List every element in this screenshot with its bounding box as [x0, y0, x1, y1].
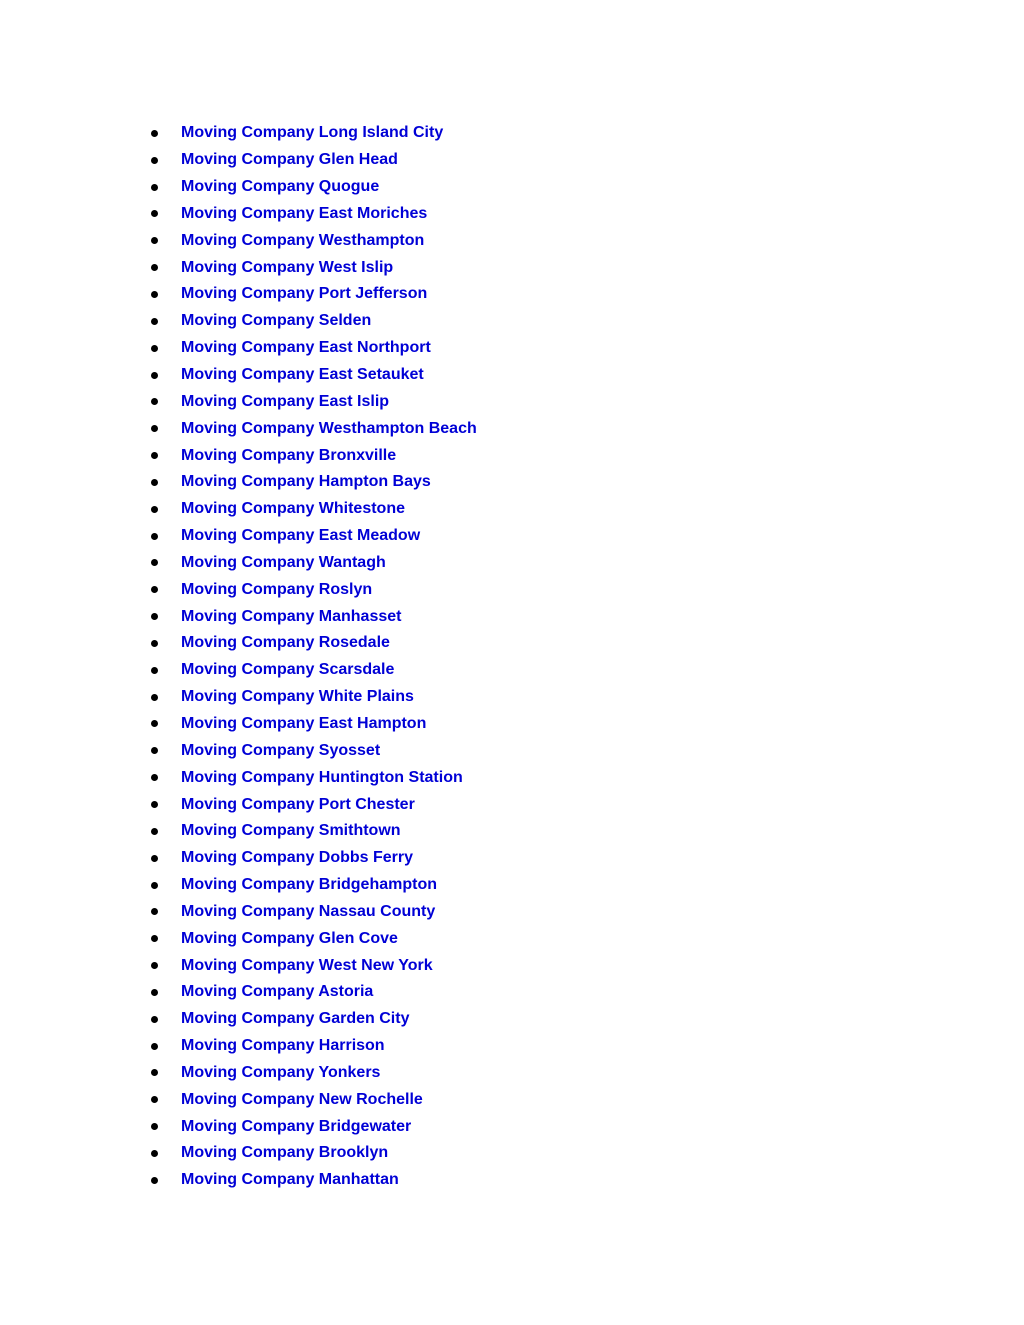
moving-company-link[interactable]: Moving Company New Rochelle [181, 1090, 423, 1108]
list-item [150, 415, 477, 442]
bullet-icon [151, 533, 158, 540]
bullet-icon [151, 291, 158, 298]
list-item [150, 1167, 477, 1194]
list-item [150, 147, 477, 174]
bullet-icon [151, 479, 158, 486]
moving-company-link[interactable]: Moving Company Glen Cove [181, 929, 398, 947]
moving-company-link[interactable]: Moving Company Westhampton Beach [181, 419, 477, 437]
moving-company-link[interactable]: Moving Company Rosedale [181, 634, 390, 652]
moving-company-link[interactable]: Moving Company Whitestone [181, 500, 405, 518]
moving-company-link[interactable]: Moving Company Brooklyn [181, 1144, 389, 1162]
moving-company-link[interactable]: Moving Company West New York [181, 956, 433, 974]
list-item [150, 281, 477, 308]
moving-company-link[interactable]: Moving Company Westhampton [181, 231, 425, 249]
list-item [150, 174, 477, 201]
moving-company-link[interactable]: Moving Company East Meadow [181, 527, 421, 545]
bullet-icon [151, 586, 158, 593]
bullet-icon [151, 989, 158, 996]
list-item [150, 818, 477, 845]
bullet-icon [151, 747, 158, 754]
link-list [150, 120, 477, 1194]
list-item [150, 979, 477, 1006]
bullet-icon [151, 935, 158, 942]
moving-company-link[interactable]: Moving Company Astoria [181, 983, 374, 1001]
list-item [150, 711, 477, 738]
list-item [150, 603, 477, 630]
moving-company-link[interactable]: Moving Company Quogue [181, 178, 380, 196]
moving-company-link[interactable]: Moving Company West Islip [181, 258, 394, 276]
bullet-icon [151, 1177, 158, 1184]
moving-company-link[interactable]: Moving Company Harrison [181, 1037, 385, 1055]
list-item [150, 550, 477, 577]
moving-company-link[interactable]: Moving Company Port Jefferson [181, 285, 428, 303]
list-item [150, 523, 477, 550]
list-item [150, 227, 477, 254]
bullet-icon [151, 506, 158, 513]
bullet-icon [151, 157, 158, 164]
moving-company-link[interactable]: Moving Company East Moriches [181, 204, 428, 222]
list-item [150, 872, 477, 899]
bullet-icon [151, 318, 158, 325]
bullet-icon [151, 640, 158, 647]
moving-company-link[interactable]: Moving Company Scarsdale [181, 661, 395, 679]
bullet-icon [151, 398, 158, 405]
list-item [150, 657, 477, 684]
list-item [150, 952, 477, 979]
bullet-icon [151, 720, 158, 727]
bullet-icon [151, 908, 158, 915]
moving-company-link[interactable]: Moving Company Bridgewater [181, 1117, 412, 1135]
bullet-icon [151, 1123, 158, 1130]
moving-company-link[interactable]: Moving Company Nassau County [181, 902, 436, 920]
list-item [150, 496, 477, 523]
bullet-icon [151, 559, 158, 566]
list-item [150, 308, 477, 335]
list-item [150, 442, 477, 469]
moving-company-link[interactable]: Moving Company Wantagh [181, 553, 386, 571]
moving-company-link[interactable]: Moving Company Bridgehampton [181, 876, 437, 894]
list-item [150, 925, 477, 952]
bullet-icon [151, 828, 158, 835]
bullet-icon [151, 694, 158, 701]
list-item [150, 362, 477, 389]
bullet-icon [151, 882, 158, 889]
list-item [150, 120, 477, 147]
moving-company-link[interactable]: Moving Company Garden City [181, 1010, 410, 1028]
list-item [150, 845, 477, 872]
moving-company-link[interactable]: Moving Company East Setauket [181, 366, 424, 384]
bullet-icon [151, 237, 158, 244]
bullet-icon [151, 264, 158, 271]
moving-company-link[interactable]: Moving Company Yonkers [181, 1063, 381, 1081]
bullet-icon [151, 1016, 158, 1023]
list-item [150, 1140, 477, 1167]
list-item [150, 201, 477, 228]
moving-company-link[interactable]: Moving Company Huntington Station [181, 768, 463, 786]
list-item [150, 254, 477, 281]
list-item [150, 737, 477, 764]
list-item [150, 1006, 477, 1033]
bullet-icon [151, 774, 158, 781]
bullet-icon [151, 613, 158, 620]
moving-company-link[interactable]: Moving Company Manhattan [181, 1171, 399, 1189]
bullet-icon [151, 855, 158, 862]
bullet-icon [151, 1096, 158, 1103]
moving-company-link[interactable]: Moving Company East Islip [181, 392, 390, 410]
bullet-icon [151, 1150, 158, 1157]
bullet-icon [151, 1069, 158, 1076]
list-item [150, 630, 477, 657]
moving-company-link[interactable]: Moving Company Port Chester [181, 795, 415, 813]
bullet-icon [151, 372, 158, 379]
list-item [150, 1060, 477, 1087]
list-item [150, 335, 477, 362]
bullet-icon [151, 962, 158, 969]
moving-company-link[interactable]: Moving Company Manhasset [181, 607, 402, 625]
bullet-icon [151, 667, 158, 674]
moving-company-link[interactable]: Moving Company Glen Head [181, 151, 398, 169]
bullet-icon [151, 210, 158, 217]
moving-company-link[interactable]: Moving Company White Plains [181, 688, 414, 706]
list-item [150, 1033, 477, 1060]
list-item [150, 791, 477, 818]
bullet-icon [151, 184, 158, 191]
list-item [150, 388, 477, 415]
list-item [150, 684, 477, 711]
moving-company-link[interactable]: Moving Company Selden [181, 312, 372, 330]
list-item [150, 764, 477, 791]
bullet-icon [151, 130, 158, 137]
bullet-icon [151, 1043, 158, 1050]
moving-company-link[interactable]: Moving Company Hampton Bays [181, 473, 431, 491]
moving-company-link[interactable]: Moving Company Bronxville [181, 446, 397, 464]
list-item [150, 1086, 477, 1113]
bullet-icon [151, 345, 158, 352]
list-item [150, 1113, 477, 1140]
list-item [150, 576, 477, 603]
list-item [150, 898, 477, 925]
bullet-icon [151, 425, 158, 432]
moving-company-link[interactable]: Moving Company East Hampton [181, 714, 427, 732]
moving-company-link[interactable]: Moving Company Syosset [181, 741, 381, 759]
moving-company-link[interactable]: Moving Company Long Island City [181, 124, 444, 142]
moving-company-link[interactable]: Moving Company Smithtown [181, 822, 401, 840]
bullet-icon [151, 452, 158, 459]
moving-company-link[interactable]: Moving Company East Northport [181, 339, 431, 357]
moving-company-link[interactable]: Moving Company Dobbs Ferry [181, 849, 414, 867]
list-item [150, 469, 477, 496]
moving-company-link[interactable]: Moving Company Roslyn [181, 580, 373, 598]
bullet-icon [151, 801, 158, 808]
